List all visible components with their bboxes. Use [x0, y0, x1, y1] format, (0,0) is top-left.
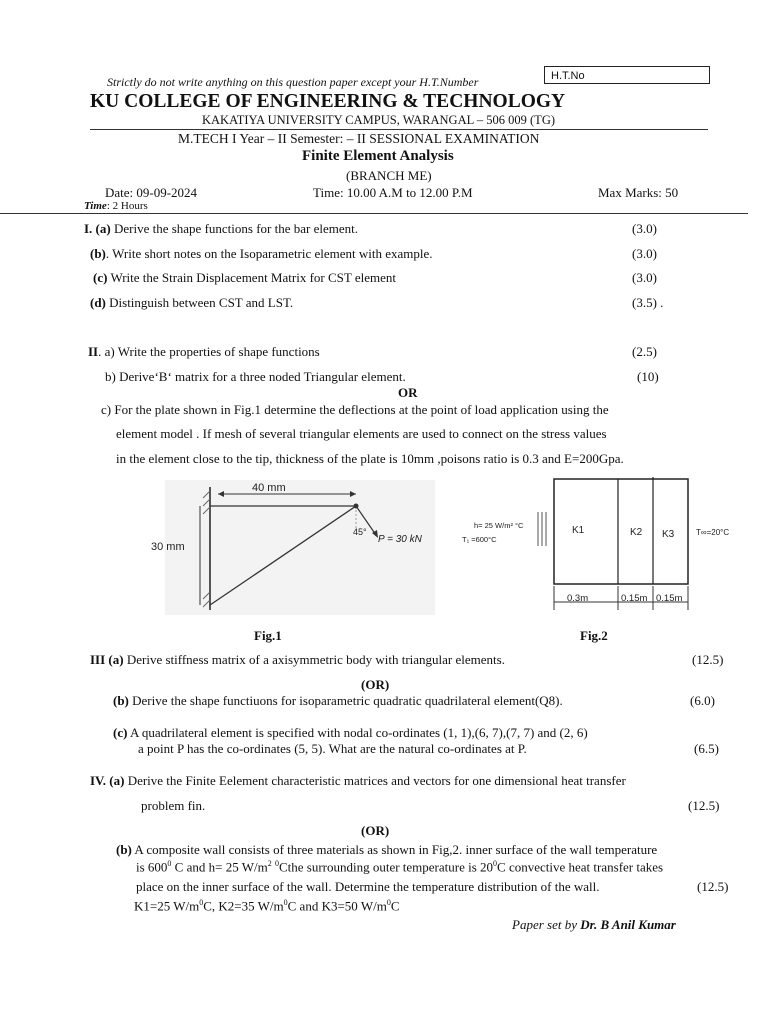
fig1-width-label: 40 mm [252, 482, 286, 494]
q4b-t2d: 2 [267, 859, 272, 868]
q3b-label: (b) [113, 693, 129, 708]
q4-or: (OR) [361, 823, 390, 838]
fig2-k3: K3 [662, 529, 675, 540]
q4b-line2 [136, 859, 663, 875]
q3a [90, 652, 505, 668]
q3c-line1 [113, 725, 588, 741]
q2c-line1: c) For the plate shown in Fig.1 determine the deflections at the point of load application using the [101, 402, 609, 417]
fig1-caption: Fig.1 [254, 628, 282, 643]
q1b-marks: (3.0) [632, 246, 657, 261]
q4a-text: Derive the Finite Eelement characteristic matrices and vectors for one dimensional heat transfer [124, 773, 626, 788]
figure-1-plate [140, 475, 440, 620]
figure-2-composite-wall [455, 474, 745, 624]
exam-date: Date: 09-09-2024 [105, 185, 198, 200]
duration [84, 200, 148, 212]
subject-title: Finite Element Analysis [302, 148, 454, 164]
paper-set-by [512, 917, 676, 933]
q4b-t4c: C, K2=35 W/m [203, 898, 284, 914]
ht-number-box[interactable]: H.T.No [544, 66, 710, 84]
fig2-t-out-label: T∞=20°C [696, 528, 730, 537]
q4b-t2b: 0 [167, 859, 172, 868]
duration-label: Time [84, 200, 107, 212]
header-rule-1 [90, 129, 708, 130]
fig2-d1: 0.3m [567, 593, 589, 604]
q4b-t4b: 0 [199, 898, 204, 907]
q1c-marks: (3.0) [632, 270, 657, 285]
q4b-text1: A composite wall consists of three materials as shown in Fig,2. inner surface of the wall temperature [131, 842, 658, 857]
q1d-text: Distinguish between CST and LST. [105, 295, 294, 310]
q4b-t4e: C and K3=50 W/m [287, 898, 387, 914]
q4b-t2g: Cthe surrounding outer temperature is 20 [278, 859, 494, 875]
branch-label: (BRANCH ME) [346, 168, 432, 183]
q4b-t2a: is 600 [136, 859, 168, 875]
q2a-text: . a) Write the properties of shape functions [98, 344, 320, 359]
q3a-text: Derive stiffness matrix of a axisymmetric body with triangular elements. [123, 652, 505, 667]
q2-or: OR [398, 385, 418, 400]
q3b [113, 693, 563, 709]
q3c-marks: (6.5) [694, 741, 719, 756]
fig2-d3: 0.15m [656, 593, 683, 604]
campus-address: KAKATIYA UNIVERSITY CAMPUS, WARANGAL – 506 009 (TG) [202, 113, 556, 127]
q4b-t2c: C and h= 25 W/m [171, 859, 268, 875]
q1a-text: Derive the shape functions for the bar element. [110, 221, 358, 236]
q2a [88, 344, 320, 360]
q3a-marks: (12.5) [692, 652, 724, 667]
q1d-marks: (3.5) . [632, 295, 664, 310]
fig1-load-point [354, 504, 359, 509]
fig2-t1-label: T₁ =600°C [462, 535, 497, 544]
q4b-t4g: C [390, 898, 400, 914]
q2b-text: b) Derive‘B‘ matrix for a three noded Triangular element. [105, 369, 406, 384]
q4b-marks: (12.5) [697, 879, 729, 894]
q2c-line2: element model . If mesh of several triangular elements are used to connect on the stress values [116, 426, 607, 441]
fig1-load-label: P = 30 kN [378, 534, 422, 545]
fig1-background [165, 480, 435, 615]
q1c-label: (c) [93, 270, 108, 285]
q4a-line2: problem fin. [141, 798, 206, 813]
q3b-marks: (6.0) [690, 693, 715, 708]
fig1-height-label: 30 mm [151, 541, 185, 553]
q2a-label: II [88, 344, 99, 359]
q4b-t4f: 0 [386, 898, 391, 907]
q3-or: (OR) [361, 677, 390, 692]
q3b-text: Derive the shape functiuons for isoparametric quadratic quadrilateral element(Q8). [128, 693, 563, 708]
fig2-d2: 0.15m [621, 593, 648, 604]
q1d-label: (d) [90, 295, 106, 310]
q1c [93, 270, 396, 286]
paper-author: Dr. B Anil Kumar [580, 917, 676, 932]
q4a-label: IV. (a) [90, 773, 125, 788]
fig2-k1: K1 [572, 525, 585, 536]
fig1-angle-label: 45° [353, 527, 367, 537]
exam-title: M.TECH I Year – II Semester: – II SESSIONAL EXAMINATION [178, 131, 540, 146]
paper-set-by-label: Paper set by [512, 917, 581, 932]
exam-time: Time: 10.00 A.M to 12.00 P.M [313, 185, 473, 200]
q3c-line2: a point P has the co-ordinates (5, 5). What are the natural co-ordinates at P. [138, 741, 527, 756]
q2c-line3: in the element close to the tip, thickness of the plate is 10mm ,poisons ratio is 0.3 and E=200Gpa. [116, 451, 624, 466]
fig2-k2: K2 [630, 527, 643, 538]
q4b-label: (b) [116, 842, 132, 857]
q3c-label: (c) [113, 725, 128, 740]
q1c-text: Write the Strain Displacement Matrix for CST element [107, 270, 396, 285]
q1b-label: (b) [90, 246, 106, 261]
q4b-t2h: 0 [493, 859, 498, 868]
max-marks: Max Marks: 50 [598, 185, 679, 200]
q2b-marks: (10) [637, 369, 659, 384]
q1b-text: . Write short notes on the Isoparametric element with example. [105, 246, 433, 261]
q1b [90, 246, 433, 262]
q4b-t4d: 0 [283, 898, 288, 907]
duration-value: : 2 Hours [106, 200, 148, 212]
q1a [84, 221, 358, 237]
q4b-line4 [134, 898, 399, 914]
q4b-line3: place on the inner surface of the wall. Determine the temperature distribution of the wall. [136, 879, 600, 894]
q2a-marks: (2.5) [632, 344, 657, 359]
header-rule-2 [0, 213, 748, 214]
q3c-text: A quadrilateral element is specified with nodal co-ordinates (1, 1),(6, 7),(7, 7) and (2, 6) [127, 725, 588, 740]
fig2-h-label: h= 25 W/m² °C [474, 521, 524, 530]
q4b-t2i: C convective heat transfer takes [497, 859, 664, 875]
q3a-label: III (a) [90, 652, 124, 667]
q1a-marks: (3.0) [632, 221, 657, 236]
q1d [90, 295, 293, 311]
college-name: KU COLLEGE OF ENGINEERING & TECHNOLOGY [90, 91, 566, 112]
q4b-t4a: K1=25 W/m [134, 898, 200, 914]
q4a-line1 [90, 773, 626, 789]
q1a-label: I. (a) [84, 221, 111, 236]
q4b-line1 [116, 842, 657, 858]
q4b-t2f: 0 [274, 859, 279, 868]
q4a-marks: (12.5) [688, 798, 720, 813]
fig2-fluid-lines [538, 512, 546, 546]
instruction-text: Strictly do not write anything on this question paper except your H.T.Number [107, 75, 479, 89]
fig2-caption: Fig.2 [580, 628, 608, 643]
